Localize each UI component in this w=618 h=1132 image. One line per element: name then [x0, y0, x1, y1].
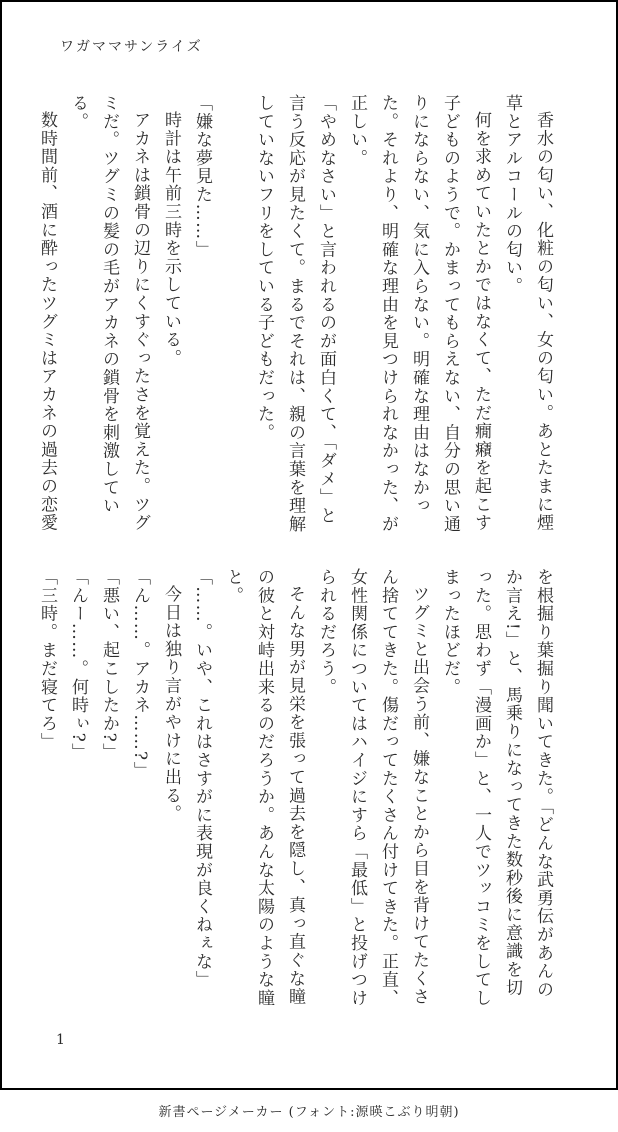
paragraph: 何を求めていたとかではなくて、ただ癇癪を起こす子どものようで。かまってもらえない、自分の思い通りにならない、気に入らない。明確な理由はなかった。それより、明確な理由を見つけられなかった、が正しい。: [347, 94, 491, 534]
paragraph: 「やめなさい」と言われるのが面白くて、「ダメ」と言う反応が見たくて。まるでそれは、親の言葉を理解していないフリをしている子どもだった。: [254, 94, 336, 534]
paragraph: そんな男が見栄を張って過去を隠し、真っ直ぐな瞳の彼と対峙出来るのだろうか。あんな太陽のような瞳と。: [223, 568, 305, 1008]
paragraph: 「んー……。何時ぃ?」: [68, 568, 88, 762]
paragraph: 「ん……。アカネ……?」: [130, 568, 150, 780]
lower-text-block: [31, 568, 558, 1010]
paragraph: アカネは鎖骨の辺りにくすぐったさを覚えた。ツグミだ。ツグミの髪の毛がアカネの鎖骨を刺激している。: [68, 94, 150, 532]
paragraph: 「悪い、起こしたか?」: [99, 568, 119, 762]
footer-note: 新書ページメーカー (フォント:源暎こぶり明朝): [158, 1105, 460, 1120]
upper-text-block: [31, 94, 558, 536]
paragraph: 「……。いや、これはさすがに表現が良くねぇな」: [192, 568, 212, 989]
page-number: 1: [56, 1032, 65, 1048]
paragraph: 今日は独り言がやけに出る。: [161, 585, 181, 823]
paragraph: 香水の匂い、化粧の匂い、女の匂い。あとたまに煙草とアルコールの匂い。: [502, 94, 553, 532]
paragraph: 数時間前、酒に酔ったツグミはアカネの過去の恋愛: [37, 111, 57, 532]
paragraph: を根掘り葉掘り聞いてきた。「どんな武勇伝があんのか言え!」と、馬乗りになってきた数秒後に意識を切った。思わず「漫画か」と、一人でツッコミをしてしまったほどだ。: [440, 568, 553, 1008]
running-title: ワガママサンライズ: [60, 39, 203, 55]
paragraph: 時計は午前三時を示している。: [161, 111, 181, 368]
blank-line: [217, 94, 248, 536]
paragraph: ツグミと出会う前、嫌なことから目を背けてたくさん捨ててきた。傷だってたくさん付けてきた。正直、女性関係についてはハイジにすら「最低」と投げつけられるだろう。: [316, 568, 429, 1008]
paragraph: 「嫌な夢見た……」: [192, 94, 212, 259]
paragraph: 「三時。まだ寝てろ」: [37, 568, 57, 751]
